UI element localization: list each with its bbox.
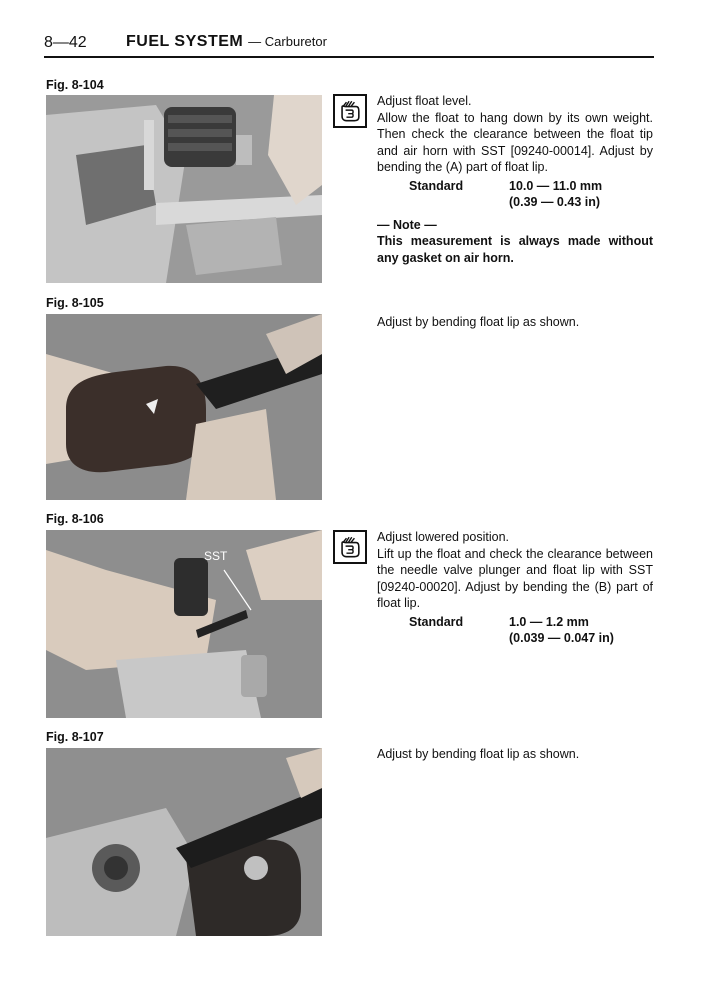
page-number: 8—42 — [44, 34, 87, 51]
step-body: Lift up the float and check the clearance between the needle valve plunger and float lip with SST [09240-00020]. Adjust by bending the (B) part of float lip. — [377, 546, 653, 610]
figure-label: Fig. 8-107 — [46, 730, 104, 744]
step-lowered-position — [377, 529, 653, 647]
spec-value-in: (0.39 — 0.43 in) — [509, 195, 601, 209]
step-body: Adjust by bending float lip as shown. — [377, 315, 580, 329]
figure-photo-bend-lip-2 — [46, 748, 322, 936]
step-body: Allow the float to hang down by its own weight. Then check the clearance between the float tip and air horn with SST [09240-00014]. Adjust by bending the (A) part of float lip. — [377, 110, 653, 174]
spec-row — [377, 178, 653, 195]
adjust-hand-icon — [333, 530, 367, 564]
subsection-name: — Carburetor — [248, 34, 327, 49]
spec-value-mm: 10.0 — 11.0 mm — [509, 178, 603, 193]
sst-callout-label: SST — [204, 549, 228, 563]
figure-label: Fig. 8-105 — [46, 296, 104, 310]
step-float-level — [377, 93, 653, 266]
step-heading: Adjust lowered position. — [377, 530, 510, 544]
spec-row — [377, 614, 653, 631]
step-heading: Adjust float level. — [377, 94, 472, 108]
spec-value-in: (0.039 — 0.047 in) — [509, 631, 614, 645]
spec-label: Standard — [409, 614, 464, 629]
section-name: FUEL SYSTEM — [126, 33, 244, 50]
page-header — [44, 34, 654, 58]
note-title: — Note — — [377, 217, 437, 232]
spec-row — [377, 630, 653, 647]
spec-value-mm: 1.0 — 1.2 mm — [509, 614, 589, 629]
figure-photo-lowered-position — [46, 530, 322, 718]
figure-label: Fig. 8-106 — [46, 512, 104, 526]
step-bend-lip-2 — [377, 746, 653, 763]
step-body: Adjust by bending float lip as shown. — [377, 747, 580, 761]
step-bend-lip — [377, 314, 653, 331]
section-title — [126, 33, 327, 51]
note-body: This measurement is always made without any gasket on air horn. — [377, 234, 653, 265]
spec-label: Standard — [409, 178, 464, 193]
spec-row — [377, 194, 653, 211]
figure-label: Fig. 8-104 — [46, 78, 104, 92]
adjust-hand-icon — [333, 94, 367, 128]
figure-photo-bend-lip — [46, 314, 322, 500]
figure-photo-float-level — [46, 95, 322, 283]
